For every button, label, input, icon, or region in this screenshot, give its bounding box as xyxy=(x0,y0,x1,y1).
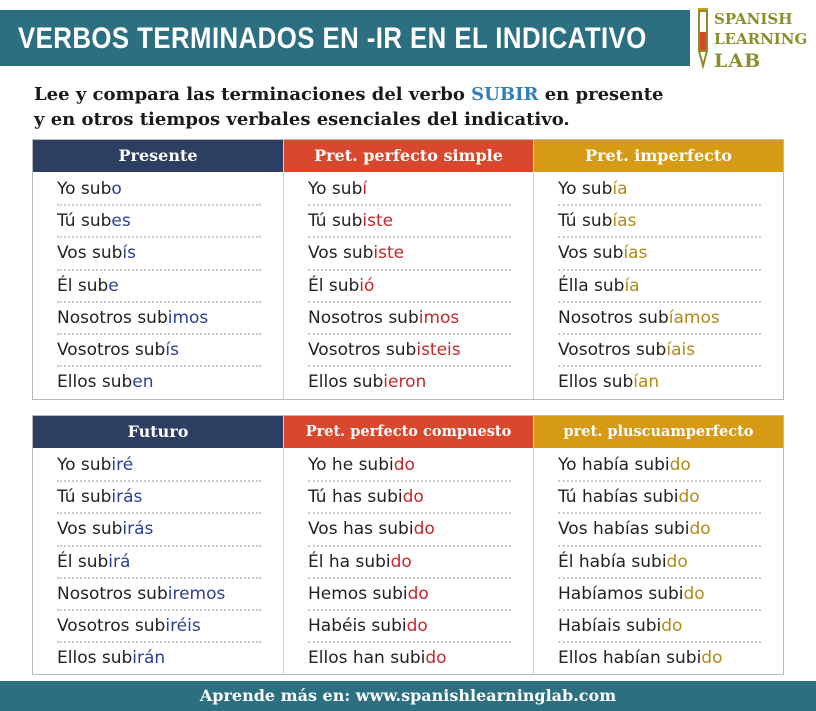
table-row: Tú subes xyxy=(57,206,261,238)
table-row: Vos has subido xyxy=(308,514,511,546)
table-row: Yo he subido xyxy=(308,450,511,482)
column-pret-perfecto-compuesto xyxy=(283,416,533,674)
table-row: Ellos suben xyxy=(57,372,154,393)
table-row: Yo subí xyxy=(308,174,511,206)
table-row: Habíais subido xyxy=(558,611,761,643)
table-row: Tú subirás xyxy=(57,482,261,514)
column-header: Futuro xyxy=(33,416,283,448)
table-row: Ellos subirán xyxy=(57,648,166,669)
table-row: Él subirá xyxy=(57,547,261,579)
column-pret-imperfecto xyxy=(533,140,783,399)
table-row: Nosotros subimos xyxy=(308,303,511,335)
column-header: pret. pluscuamperfecto xyxy=(534,416,783,448)
table-row: Nosotros subiremos xyxy=(57,579,261,611)
table-row: Yo subiré xyxy=(57,450,261,482)
table-row: Ellos habían subido xyxy=(558,648,723,669)
table-row: Él subió xyxy=(308,271,511,303)
column-pret-perfecto-simple xyxy=(283,140,533,399)
footer-link[interactable]: Aprende más en: www.spanishlearninglab.com xyxy=(0,681,816,711)
table-row: Vos subís xyxy=(57,238,261,270)
intro-line-2: y en otros tiempos verbales esenciales del indicativo. xyxy=(34,109,570,130)
column-pret-pluscuamperfecto xyxy=(533,416,783,674)
column-header: Presente xyxy=(33,140,283,172)
intro-text xyxy=(34,82,794,132)
table-row: Tú subiste xyxy=(308,206,511,238)
table-row: Ellos subieron xyxy=(308,372,427,393)
page-title: VERBOS TERMINADOS EN -IR EN EL INDICATIVO xyxy=(18,22,647,55)
table-row: Tú habías subido xyxy=(558,482,761,514)
table-row: Nosotros subíamos xyxy=(558,303,761,335)
table-row: Vosotros subís xyxy=(57,335,261,367)
table-row: Habíamos subido xyxy=(558,579,761,611)
table-row: Yo subo xyxy=(57,174,261,206)
table-row: Vosotros subisteis xyxy=(308,335,511,367)
table-row: Vos subiste xyxy=(308,238,511,270)
test-tube-pencil-icon xyxy=(694,6,712,70)
table-row: Él ha subido xyxy=(308,547,511,579)
title-bar xyxy=(0,10,690,66)
table-row: Vos subías xyxy=(558,238,761,270)
table-row: Él sube xyxy=(57,271,261,303)
table-row: Él había subido xyxy=(558,547,761,579)
logo-text-learning: LEARNING xyxy=(714,30,808,48)
table-row: Nosotros subimos xyxy=(57,303,261,335)
table-row: Yo había subido xyxy=(558,450,761,482)
table-row: Vos habías subido xyxy=(558,514,761,546)
intro-line-1: Lee y compara las terminaciones del verbo SUBIR en presente xyxy=(34,84,664,105)
table-row: Vosotros subiréis xyxy=(57,611,261,643)
verb-highlight: SUBIR xyxy=(471,84,539,105)
table-row: Tú has subido xyxy=(308,482,511,514)
table-row: Habéis subido xyxy=(308,611,511,643)
table-row: Ellos subían xyxy=(558,372,660,393)
table-row: Élla subía xyxy=(558,271,761,303)
table-row: Tú subías xyxy=(558,206,761,238)
table-row: Hemos subido xyxy=(308,579,511,611)
column-futuro xyxy=(33,416,283,674)
header xyxy=(0,0,816,74)
table-row: Ellos han subido xyxy=(308,648,447,669)
table-row: Vosotros subíais xyxy=(558,335,761,367)
table-row: Vos subirás xyxy=(57,514,261,546)
table-row: Yo subía xyxy=(558,174,761,206)
spanish-learning-lab-logo xyxy=(694,4,812,72)
column-header: Pret. perfecto compuesto xyxy=(284,416,533,448)
logo-text-lab: LAB xyxy=(714,50,762,72)
logo-text-spanish: SPANISH xyxy=(714,10,793,28)
conjugation-table-other-tenses xyxy=(32,415,784,675)
conjugation-table-simple-tenses xyxy=(32,139,784,400)
column-header: Pret. perfecto simple xyxy=(284,140,533,172)
column-header: Pret. imperfecto xyxy=(534,140,783,172)
column-presente xyxy=(33,140,283,399)
